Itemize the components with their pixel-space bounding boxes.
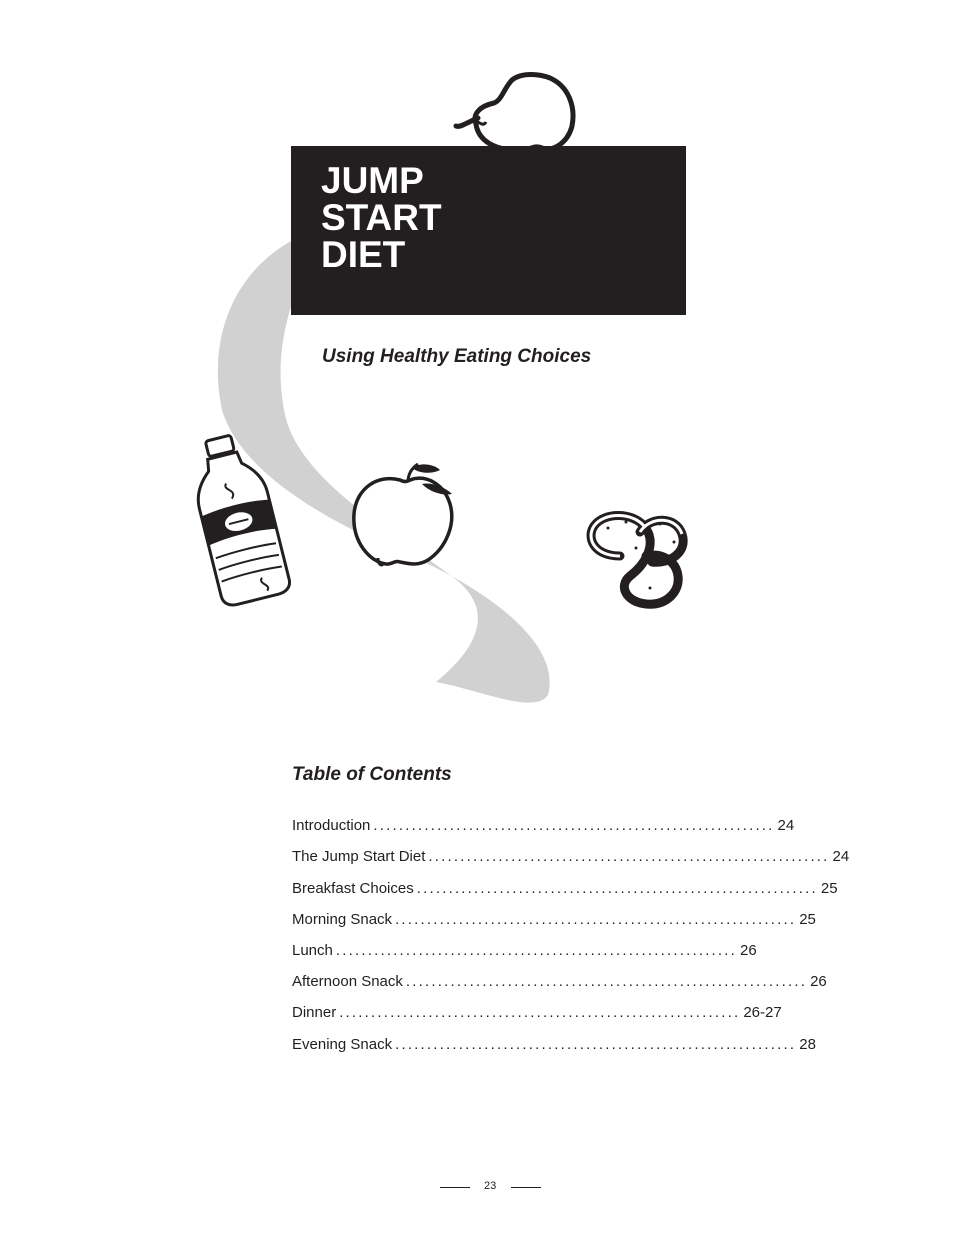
toc-leader-dots: ............................................................... (339, 1004, 741, 1021)
toc-entry-label: Morning Snack (292, 911, 393, 928)
toc-entry-page: 25 (820, 880, 838, 897)
toc-entry-label: The Jump Start Diet (292, 848, 426, 865)
water-bottle-icon (195, 428, 295, 606)
toc-entry-lunch (292, 941, 757, 961)
toc-entry-page: 26 (810, 973, 827, 990)
toc-heading: Table of Contents (292, 764, 452, 785)
title-line-3: DIET (321, 234, 406, 275)
apple-icon (348, 462, 460, 570)
page-footer (440, 1180, 542, 1196)
toc-entry-breakfast-choices (292, 879, 838, 899)
toc-entry-label: Introduction (292, 817, 371, 834)
toc-entry-dinner (292, 1003, 782, 1023)
toc-entry-label: Afternoon Snack (292, 973, 403, 990)
footer-rule-right (511, 1187, 541, 1188)
toc-leader-dots: ............................................................... (428, 848, 830, 865)
title-line-2: START (321, 197, 442, 238)
toc-entry-morning-snack (292, 910, 816, 930)
toc-leader-dots: ............................................................... (416, 880, 818, 897)
toc-entry-page: 26-27 (743, 1004, 782, 1021)
toc-entry-jump-start-diet (292, 847, 850, 867)
toc-entry-evening-snack (292, 1035, 816, 1055)
toc-leader-dots: ............................................................... (405, 973, 808, 990)
toc-leader-dots: ............................................................... (373, 817, 775, 834)
pretzel-icon (580, 502, 698, 612)
toc-entry-introduction (292, 816, 795, 836)
page-number: 23 (484, 1180, 497, 1192)
toc-entry-label: Lunch (292, 942, 333, 959)
toc-entry-page: 25 (799, 911, 816, 928)
subtitle: Using Healthy Eating Choices (322, 346, 592, 367)
toc-entry-label: Evening Snack (292, 1036, 393, 1053)
toc-entry-page: 24 (777, 817, 795, 834)
footer-rule-left (440, 1187, 470, 1188)
toc-leader-dots: ............................................................... (395, 911, 797, 928)
toc-entry-page: 28 (799, 1036, 816, 1053)
toc-leader-dots: ............................................................... (335, 942, 738, 959)
toc-entry-page: 24 (832, 848, 850, 865)
toc-entry-label: Breakfast Choices (292, 880, 414, 897)
toc-entry-afternoon-snack (292, 972, 827, 992)
toc-entry-label: Dinner (292, 1004, 337, 1021)
title-block (291, 146, 686, 315)
toc-entry-page: 26 (740, 942, 757, 959)
toc-leader-dots: ............................................................... (395, 1036, 797, 1053)
title-line-1: JUMP (321, 160, 424, 201)
